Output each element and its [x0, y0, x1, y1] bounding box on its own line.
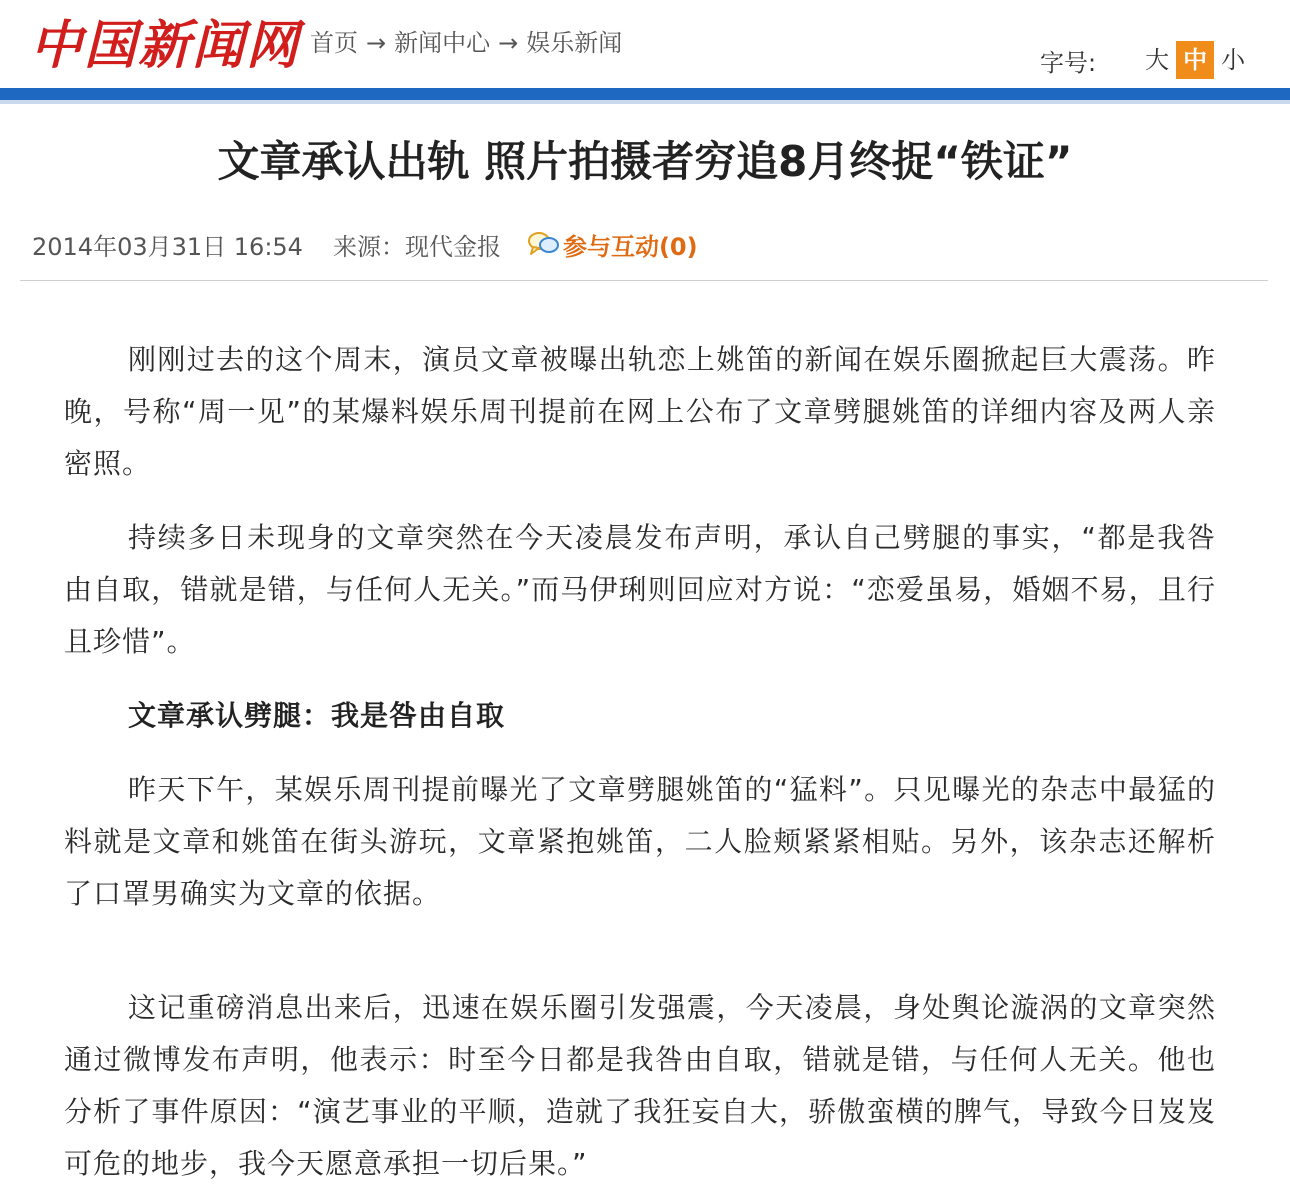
article-subheading: 文章承认劈腿：我是咎由自取 [128, 699, 506, 732]
article-body [64, 334, 1216, 1190]
font-size-small-button[interactable]: 小 [1221, 46, 1246, 74]
article-source: 来源：现代金报 [332, 232, 501, 261]
speech-bubble-icon [527, 230, 561, 258]
article-paragraph: 这记重磅消息出来后，迅速在娱乐圈引发强震，今天凌晨，身处舆论漩涡的文章突然通过微博发布声明，他表示：时至今日都是我咎由自取，错就是错，与任何人无关。他也分析了事件原因：“演艺事业的平顺，造就了我狂妄自大，骄傲蛮横的脾气，导致今日岌岌可危的地步，我今天愿意承担一切后果。” [64, 991, 1216, 1180]
breadcrumb [310, 26, 622, 60]
header-divider-shadow [0, 100, 1290, 104]
article-paragraph: 昨天下午，某娱乐周刊提前曝光了文章劈腿姚笛的“猛料”。只见曝光的杂志中最猛的料就是文章和姚笛在街头游玩，文章紧抱姚笛，二人脸颊紧紧相贴。另外，该杂志还解析了口罩男确实为文章的依据。 [64, 773, 1216, 910]
article-title: 文章承认出轨 照片拍摄者穷追8月终捉“铁证” [217, 137, 1073, 186]
header-divider-bar [0, 88, 1290, 100]
meta-divider [20, 280, 1268, 281]
breadcrumb-home-link[interactable]: 首页 [310, 29, 358, 57]
site-logo[interactable]: 中国新闻网 [30, 15, 301, 76]
site-header [0, 0, 1290, 100]
article-meta [32, 224, 698, 264]
breadcrumb-news-center-link[interactable]: 新闻中心 [394, 29, 491, 57]
article-paragraph: 刚刚过去的这个周末，演员文章被曝出轨恋上姚笛的新闻在娱乐圈掀起巨大震荡。昨晚，号称“周一见”的某爆料娱乐周刊提前在网上公布了文章劈腿姚笛的详细内容及两人亲密照。 [64, 343, 1216, 480]
font-size-large-button[interactable]: 大 [1145, 46, 1170, 74]
article-datetime: 2014年03月31日 16:54 [32, 232, 303, 261]
font-size-switcher [1040, 40, 1252, 80]
breadcrumb-arrow-icon: → [366, 29, 387, 57]
font-size-label: 字号: [1040, 48, 1097, 77]
interact-link[interactable] [527, 227, 698, 262]
article-paragraph: 持续多日未现身的文章突然在今天凌晨发布声明，承认自己劈腿的事实，“都是我咎由自取，错就是错，与任何人无关。”而马伊琍则回应对方说：“恋爱虽易，婚姻不易，且行且珍惜”。 [64, 521, 1216, 658]
font-size-medium-button[interactable]: 中 [1176, 41, 1214, 79]
interact-label[interactable]: 参与互动(0) [562, 232, 698, 261]
breadcrumb-arrow-icon: → [498, 29, 519, 57]
breadcrumb-entertainment-link[interactable]: 娱乐新闻 [526, 29, 623, 57]
